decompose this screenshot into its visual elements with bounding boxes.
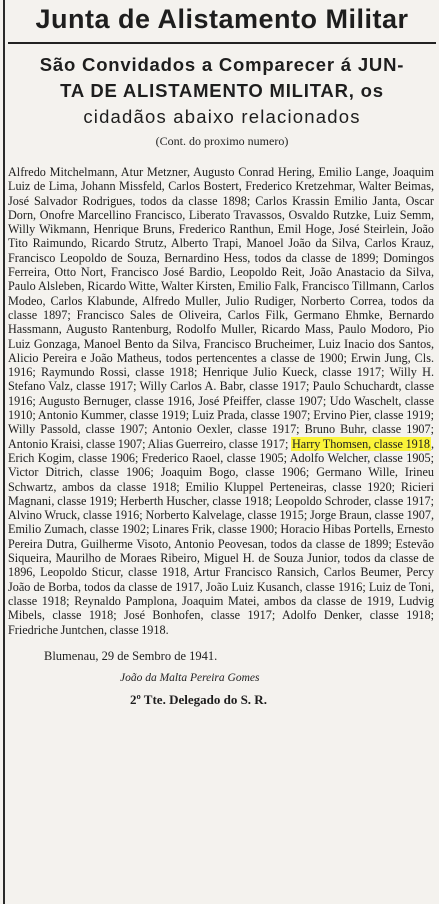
highlighted-name: Harry Thomsen, classe 1918 [291,436,430,451]
signature-name: João da Malta Pereira Gomes [120,671,260,684]
column-left-rule [3,0,5,904]
headline-rule [8,42,436,44]
newspaper-column [8,0,436,904]
subheading [8,52,436,130]
continuation-note: (Cont. do proximo numero) [155,134,289,148]
subheading-line-2: TA DE ALISTAMENTO MILITAR, os [60,80,384,101]
subheading-line-3: cidadãos abaixo relacionados [83,106,361,127]
subheading-line-1: São Convidados a Comparecer á JUN- [39,54,405,75]
names-before-highlight: Alfredo Mitchelmann, Atur Metzner, Augusto Conrad Hering, Emilio Lange, Joaquim Luiz de Lima, Johann Missfeld, Carlos Bostert, Frederico Kretzehmar, Walter Beimas, José Salvador Rodrigues, todos da classe 1898; Carlos Krassin Emilio Janta, Oscar Dorn, Onofre Marcellino Francisco, Liberato Travassos, Osvaldo Rutzke, Luiz Semm, Willy Wikmann, Henrique Bruns, Frederico Ranthun, Emil Hoge, José Steirlein, João Tito Raimundo, Ricardo Strutz, Alberto Trapi, Manoel João da Silva, Carlos Krauz, Francisco Leopoldo de Souza, Bernardino Hess, todos da classe de 1899; Domingos Ferreira, Otto Nort, Francisco José Bardio, Leopoldo Reit, João Anastacio da Silva, Paulo Alsleben, Ricardo Witte, Walter Kirsten, Emilio Falk, Francisco Tillmann, Carlos Modeo, Carlos Klabunde, Alfredo Muller, Julio Rudiger, Norberto Correa, todos da classe 1897; Francisco Sales de Oliveira, Carlos Filk, Germano Ehmke, Bernardo Hassmann, Augusto Rantenburg, Rodolfo Muller, Ricardo Mass, Paulo Modoro, Pio Luiz Gonzaga, Manoel Bento da Silva, Francisco Brucheimer, Luiz Inacio dos Santos, Alicio Pereira e João Matheus, todos pertencentes a classe de 1900; Erwin Jung, Cls. 1916; Raymundo Rossi, classe 1918; Henrique Julio Kueck, classe 1917; Willy H. Stefano Valz, classe 1917; Willy Carlos A. Babr, classe 1917; Paulo Schuchardt, classe 1916; Augusto Bernuger, classe 1916, José Pfeiffer, classe 1907; Udo Waschelt, classe 1910; Antonio Kummer, classe 1919; Luiz Prada, classe 1907; Ervino Pier, classe 1919; Willy Passold, classe 1907; Antonio Oexler, classe 1917; Bruno Buhr, classe 1907; Antonio Kraisi, classe 1907; Alias Guerreiro, classe 1917; [8,165,434,451]
signature-date: Blumenau, 29 de Sembro de 1941. [44,648,218,663]
names-after-highlight: , Erich Kogim, classe 1906; Frederico Raoel, classe 1905; Adolfo Welcher, classe 1905; Victor Ditrich, classe 1906; Joaquim Bogo, classe 1906; Germano Wille, Irineu Schwartz, ambos da classe 1918; Emilio Kluppel Perteneiras, classe 1920; Ricieri Magnani, classe 1919; Herberth Huscher, classe 1918; Leopoldo Schroder, classe 1917; Alvino Wruck, classe 1916; Norberto Kalvelage, classe 1915; Jorge Braun, classe 1907, Emilio Zumach, classe 1902; Linares Frik, classe 1900; Horacio Hibas Portells, Ernesto Pereira Dutra, Guilherme Visoto, Antonio Peovesan, todos da classe de 1899; Estevão Siqueira, Maurilho de Moraes Ribeiro, Miguel H. de Souza Junior, todos da classe de 1896, Leopoldo Sticur, classe 1918, Artur Francisco Ransich, Carlos Beumer, Percy João de Borba, todos da classe de 1917, João Luiz Kusanch, classe 1916; Luiz de Toni, classe 1918; Reynaldo Pamplona, Joaquim Matei, ambos da classe de 1919, Ludvig Mibels, classe 1918; José Bonhofen, classe 1917; Adolfo Denker, classe 1918; Friedriche Juntchen, classe 1918. [8,436,434,637]
signature-title: 2º Tte. Delegado do S. R. [130,691,267,707]
headline: Junta de Alistamento Militar [35,4,409,34]
names-list [8,165,434,637]
